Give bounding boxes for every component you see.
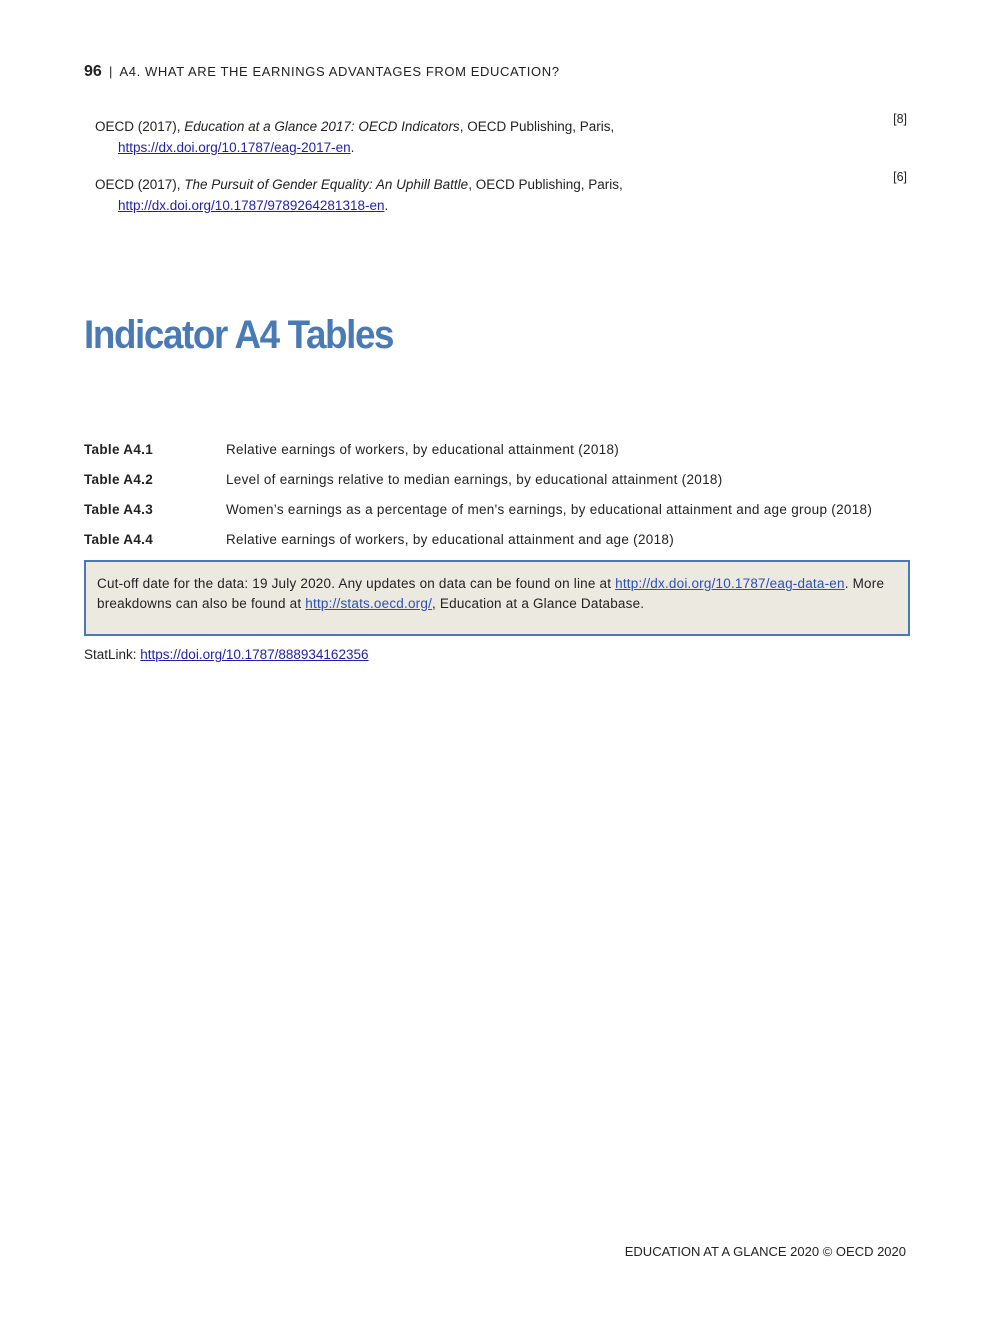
page-footer: EDUCATION AT A GLANCE 2020 © OECD 2020 <box>624 1244 906 1259</box>
statlink-label: StatLink: <box>84 647 141 662</box>
reference-link[interactable]: http://dx.doi.org/10.1787/9789264281318-en <box>118 198 385 213</box>
note-text: . More breakdowns can also be found at <box>97 576 885 611</box>
page-number: 96 <box>84 63 102 80</box>
table-list-item[interactable] <box>84 502 908 532</box>
reference-link-line <box>95 195 907 216</box>
reference-line <box>95 116 907 137</box>
reference-tag: [8] <box>893 112 907 126</box>
note-text: Cut-off date for the data: 19 July 2020. Any updates on data can be found on line at <box>97 576 616 591</box>
table-list-item[interactable] <box>84 442 908 472</box>
header-separator: | <box>109 64 113 79</box>
reference-end: . <box>384 198 389 213</box>
reference-author: OECD (2017), <box>95 177 185 192</box>
reference-entry <box>95 170 907 216</box>
running-header <box>84 63 560 81</box>
statlink-link[interactable]: https://doi.org/10.1787/888934162356 <box>140 647 369 662</box>
statlink <box>84 647 368 662</box>
table-description: Relative earnings of workers, by educational attainment (2018) <box>226 442 620 457</box>
table-list-item[interactable] <box>84 472 908 502</box>
reference-link[interactable]: https://dx.doi.org/10.1787/eag-2017-en <box>118 140 351 155</box>
table-id: Table A4.4 <box>84 532 154 547</box>
table-description: Relative earnings of workers, by educational attainment and age (2018) <box>226 532 675 547</box>
reference-publisher: , OECD Publishing, Paris, <box>468 177 623 192</box>
indicator-title: Indicator A4 Tables <box>84 313 394 357</box>
oecd-stats-link[interactable]: http://stats.oecd.org/ <box>305 596 433 611</box>
table-description: Women’s earnings as a percentage of men's earnings, by educational attainment and age group (2018) <box>226 502 873 517</box>
reference-publisher: , OECD Publishing, Paris, <box>459 119 615 134</box>
note-text: , Education at a Glance Database. <box>432 596 645 611</box>
reference-author: OECD (2017), <box>95 119 185 134</box>
reference-tag: [6] <box>893 170 907 184</box>
section-title: A4. WHAT ARE THE EARNINGS ADVANTAGES FROM EDUCATION? <box>119 64 560 79</box>
eag-data-link[interactable]: http://dx.doi.org/10.1787/eag-data-en <box>615 576 845 591</box>
reference-title: Education at a Glance 2017: OECD Indicators <box>184 119 460 134</box>
table-id: Table A4.2 <box>84 472 154 487</box>
table-list-item[interactable] <box>84 532 908 562</box>
table-id: Table A4.1 <box>84 442 154 457</box>
reference-title: The Pursuit of Gender Equality: An Uphill Battle <box>184 177 469 192</box>
reference-line <box>95 174 907 195</box>
reference-end: . <box>350 140 355 155</box>
table-list <box>84 442 908 562</box>
reference-link-line <box>95 137 907 158</box>
data-note-box <box>84 560 910 636</box>
reference-entry <box>95 112 907 158</box>
table-id: Table A4.3 <box>84 502 154 517</box>
table-description: Level of earnings relative to median earnings, by educational attainment (2018) <box>226 472 723 487</box>
